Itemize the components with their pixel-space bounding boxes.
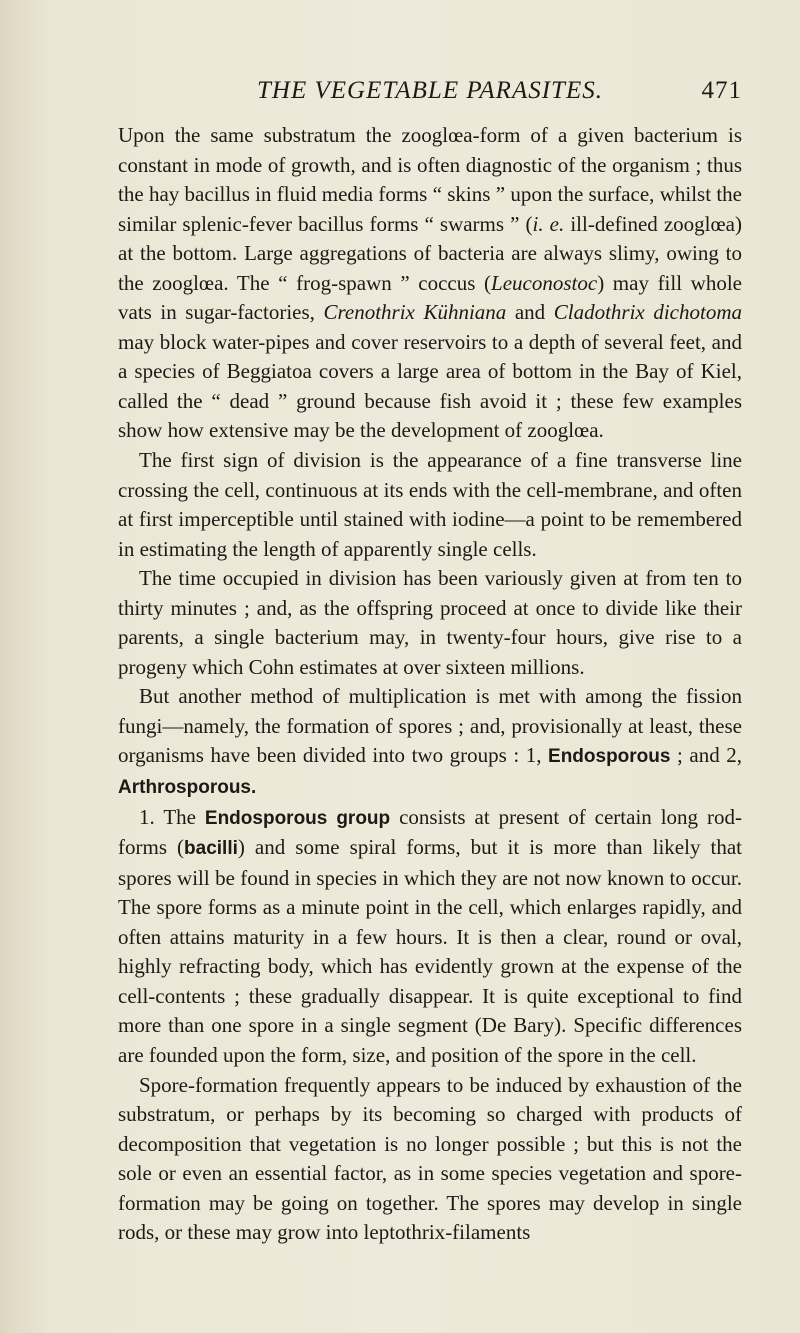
- paragraph-division-time: The time occupied in division has been variously given at from ten to thirty minutes ; and, as the offspring proceed at once to divide like their parents, a single bacterium may, in twenty-four hours, give rise to a progeny which Cohn estimates at over sixteen millions.: [118, 566, 742, 679]
- paragraph-division-sign: The first sign of division is the appearance of a fine transverse line crossing the cell, continuous at its ends with the cell-membrane, and often at first imperceptible until stained with iodine—a point to be remembered in estimating the length of apparently single cells.: [118, 448, 742, 561]
- body-text: [118, 121, 742, 1248]
- text-run: and: [506, 300, 554, 325]
- text-run: ) may fill whole vats in sugar-factories,: [118, 270, 742, 325]
- text-run: Upon the same substratum the zooglœa-form of a given bacterium is constant in mode of growth, and is often diagnostic of the organism ; thus the hay bacillus in fluid media forms “ skins ” upon the surface, whilst the similar splenic-fever bacillus forms “ swarms ” (: [118, 123, 742, 236]
- running-title: THE VEGETABLE PARASITES.: [257, 77, 603, 104]
- bold-term: Endosporous: [548, 746, 671, 768]
- page-number: 471: [701, 77, 742, 104]
- italic-text: i. e.: [532, 211, 565, 236]
- paragraph-spore-formation: Spore-formation frequently appears to be induced by exhaustion of the substratum, or perhaps by its becoming so charged with products of decomposition that vegetation is no longer possible ; but this is not the sole or even an essential factor, as in some species vegetation and spore-formation may be going on together. The spores may develop in single rods, or these may grow into leptothrix-filaments: [118, 1072, 742, 1245]
- italic-species-name: Crenothrix Kühniana: [323, 300, 507, 325]
- text-run: 1. The: [139, 804, 205, 829]
- italic-species-name: Cladothrix dichotoma: [553, 300, 742, 325]
- bold-term: Endosporous group: [204, 807, 391, 829]
- text-run: ) and some spiral forms, but it is more than likely that spores will be found in species in which they are not now known to occur. The spore forms as a minute point in the cell, which enlarges rapidly, and often attains maturity in a few hours. It is then a clear, round or oval, highly refracting body, which has evidently grown at the expense of the cell-contents ; these gradually disappear. It is quite exceptional to find more than one spore in a single segment (De Bary). Specific differences are founded upon the form, size, and position of the spore in the cell.: [118, 835, 742, 1067]
- paragraph-spore-groups: [118, 682, 742, 802]
- bold-term: bacilli: [184, 838, 238, 860]
- text-run: But another method of multiplication is met with among the fission fungi—namely, the formation of spores ; and, provisionally at least, these organisms have been divided into two groups : 1,: [118, 684, 742, 768]
- paragraph-endosporous-group: [118, 803, 742, 1071]
- bold-term: Arthrosporous.: [118, 777, 257, 799]
- text-run: ill-defined zooglœa) at the bottom. Large aggregations of bacteria are always slimy, owing to the zooglœa. The “ frog-spawn ” coccus (: [118, 211, 742, 295]
- italic-species-name: Leuconostoc: [491, 270, 598, 295]
- page-header: [118, 74, 742, 108]
- text-run: may block water-pipes and cover reservoirs to a depth of several feet, and a species of Beggiatoa covers a large area of bottom in the Bay of Kiel, called the “ dead ” ground because fish avoid it ; these few examples show how extensive may be the development of zooglœa.: [118, 329, 742, 443]
- text-run: consists at present of certain long rod-forms (: [118, 804, 742, 860]
- paragraph-zoogloea: [118, 121, 742, 446]
- text-run: ; and 2,: [670, 743, 742, 768]
